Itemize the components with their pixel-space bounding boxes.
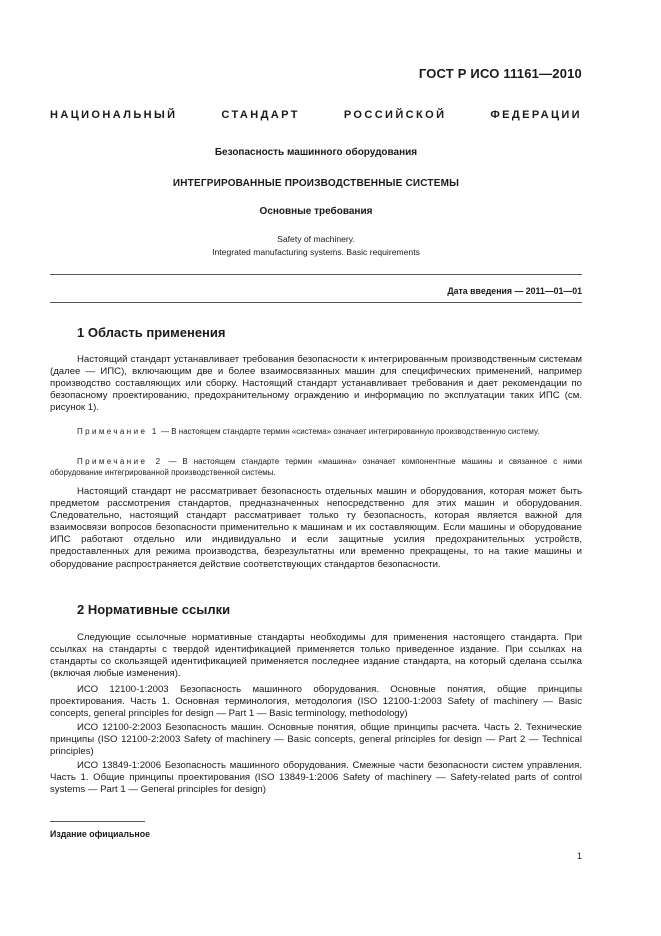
official-edition: Издание официальное <box>50 829 150 839</box>
note-1-label: Примечание 1 <box>77 427 159 436</box>
section1-paragraph-2: Настоящий стандарт не рассматривает безопасность отдельных машин и оборудования, которая может быть предметом рассмотрения стандартов, предназначенных непосредственно для этих машин и оборудования. Следовательно, настоящий стандарт рассматривает только ту безопасность, которая является важной для взаимосвязи вопросов безопасности применительно к машинам и их составляющим. Если машины и оборудование ИПС работают отдельно или индивидуально и если защитные усилия предохранительных устройств, предоставленных для режима производства, безрезультатны или временно прекращены, то на такие машины и оборудование распространяется действие соответствующих стандартов безопасности. <box>50 486 582 570</box>
title-en <box>50 233 582 258</box>
national-standard-line <box>50 109 582 121</box>
national-word-2: СТАНДАРТ <box>221 109 300 121</box>
national-word-1: НАЦИОНАЛЬНЫЙ <box>50 109 178 121</box>
note-1 <box>50 426 582 437</box>
reference-iso-12100-2: ИСО 12100-2:2003 Безопасность машин. Основные понятия, общие принципы расчета. Часть 2. Технические принципы (ISO 12100-2:2003 Safety of machinery — Basic concepts, general principles for design — Part 2 — Technical principles) <box>50 722 582 758</box>
intro-date: Дата введения — 2011—01—01 <box>447 286 582 296</box>
reference-iso-12100-1: ИСО 12100-1:2003 Безопасность машинного оборудования. Основные понятия, общие принципы проектирования. Часть 1. Основная терминология, методология (ISO 12100-1:2003 Safety of machinery — Basic concepts, general principles for design — Part 1 — Basic terminology, methodology) <box>50 684 582 720</box>
national-word-4: ФЕДЕРАЦИИ <box>490 109 582 121</box>
standard-code: ГОСТ Р ИСО 11161—2010 <box>418 66 582 81</box>
section2-heading: 2 Нормативные ссылки <box>77 602 231 617</box>
title-ru-line1: Безопасность машинного оборудования <box>214 147 418 158</box>
reference-iso-13849-1: ИСО 13849-1:2006 Безопасность машинного оборудования. Смежные части безопасности систем управления. Часть 1. Общие принципы проектирования (ISO 13849-1:2006 Safety of machinery — Safety-related parts of control systems — Part 1 — General principles for design) <box>50 760 582 796</box>
section1-heading: 1 Область применения <box>77 325 226 340</box>
divider-top <box>50 274 582 275</box>
title-en-line1: Safety of machinery. <box>277 234 355 244</box>
note-2 <box>50 456 582 479</box>
footer-divider <box>50 821 145 822</box>
national-word-3: РОССИЙСКОЙ <box>343 109 447 121</box>
title-ru-line3: Основные требования <box>259 206 373 217</box>
section2-paragraph-1: Следующие ссылочные нормативные стандарты необходимы для применения настоящего стандарта. При ссылках на стандарты с твердой идентификацией применяется только приведенное издание. При ссылках на стандарты со скользящей идентификацией применяется последнее издание стандарта, на который сделана ссылка (включая любые изменения). <box>50 632 582 680</box>
section1-paragraph-1: Настоящий стандарт устанавливает требования безопасности к интегрированным производственным системам (далее — ИПС), включающим две и более взаимосвязанных машин для специфических применений, например производство составляющих или сборку. Настоящий стандарт устанавливает требования и дает рекомендации по безопасному проектированию, предохранительному ограждению и информацию по эксплуатации таких ИПС (см. рисунок 1). <box>50 354 582 414</box>
note-2-label: Примечание 2 <box>77 457 163 466</box>
note-2-text: — В настоящем стандарте термин «машина» означает компонентные машины и связанное с ними оборудование интегрированной производственной системы. <box>50 457 583 478</box>
page-number: 1 <box>576 851 582 861</box>
note-1-text: — В настоящем стандарте термин «система» означает интегрированную производственную систему. <box>158 427 540 436</box>
title-en-line2: Integrated manufacturing systems. Basic requirements <box>212 246 420 257</box>
divider-date <box>50 302 582 303</box>
title-ru-line2: ИНТЕГРИРОВАННЫЕ ПРОИЗВОДСТВЕННЫЕ СИСТЕМЫ <box>172 178 460 189</box>
